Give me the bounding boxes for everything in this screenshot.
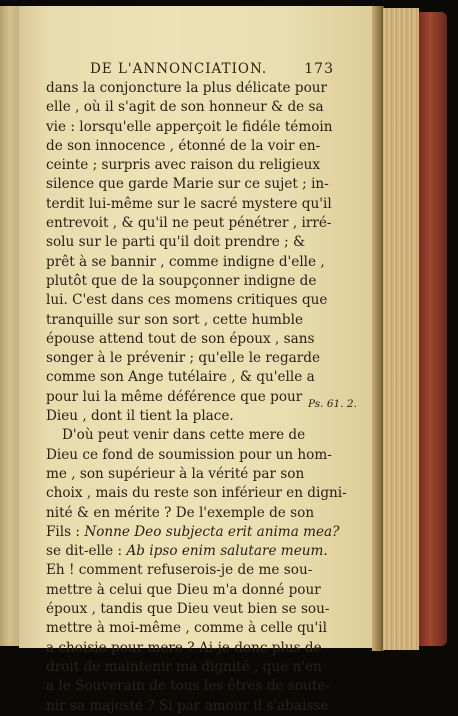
text-line: D'où peut venir dans cette mere de — [62, 427, 306, 444]
page-header — [90, 61, 334, 81]
text-line: Eh ! comment refuserois-je de me sou- — [46, 562, 313, 579]
text-line: Dieu , dont il tient la place. — [46, 408, 234, 425]
text-line: terdit lui-même sur le sacré mystere qu'il — [46, 195, 332, 212]
text-line: songer à le prévenir ; qu'elle le regarde — [46, 350, 321, 367]
text-line: prêt à se bannir , comme indigne d'elle , — [46, 253, 325, 270]
page-number: 173 — [304, 61, 334, 77]
text-line: comme son Ange tutélaire , & qu'elle a — [46, 369, 315, 386]
text-line: de son innocence , étonné de la voir en- — [46, 137, 321, 154]
text-line: silence que garde Marie sur ce sujet ; in- — [46, 176, 329, 193]
text-line: mettre à moi-même , comme à celle qu'il — [46, 620, 327, 637]
text-line: vie : lorsqu'elle apperçoit le fidéle témoin — [46, 118, 333, 135]
text-line: entrevoit , & qu'il ne peut pénétrer , irré- — [46, 215, 332, 232]
paragraph-2 — [46, 426, 347, 715]
margin-note: Ps. 61. 2. — [308, 398, 357, 410]
left-page-edge — [0, 6, 21, 646]
page-stack — [383, 8, 419, 650]
text-line: plutôt que de la soupçonner indigne de — [46, 272, 317, 289]
text-line: solu sur le parti qu'il doit prendre ; & — [46, 234, 306, 251]
text-line: lui. C'est dans ces momens critiques que — [46, 292, 328, 309]
text-line: dans la conjoncture la plus délicate pour — [46, 80, 328, 96]
text-line: mettre à celui que Dieu m'a donné pour — [46, 581, 321, 598]
text-line: époux , tandis que Dieu veut bien se sou- — [46, 601, 330, 618]
text-line: épouse attend tout de son époux , sans — [46, 330, 315, 347]
text-line: droit de maintenir ma dignité , que n'en — [46, 658, 322, 675]
latin-quote: Nonne Deo subjecta erit anima mea? — [84, 523, 340, 540]
latin-quote: Ab ipso enim salutare meum. — [126, 543, 328, 560]
text-line: pour lui la même déférence que pour — [46, 388, 303, 405]
text-line: Dieu ce fond de soumission pour un hom- — [46, 446, 332, 463]
text-line: Fils : Nonne Deo subjecta erit anima mea? — [46, 523, 340, 540]
text-line: elle , où il s'agit de son honneur & de sa — [46, 99, 324, 116]
text-line: nité & en mérite ? De l'exemple de son — [46, 504, 315, 521]
text-line: me , son supérieur à la vérité par son — [46, 465, 305, 482]
text-line: nir sa majesté ? Si par amour il s'abaisse — [46, 697, 329, 714]
text-line: tranquille sur son sort , cette humble — [46, 311, 304, 328]
text-line: a choisie pour mere ? Ai-je donc plus de — [46, 639, 322, 656]
text-line: choix , mais du reste son inférieur en digni- — [46, 485, 347, 502]
text-line: ceinte ; surpris avec raison du religieux — [46, 157, 321, 174]
text-line: a le Souverain de tous les êtres de soute- — [46, 678, 331, 695]
text-line: se dit-elle : Ab ipso enim salutare meum. — [46, 543, 328, 560]
running-head: DE L'ANNONCIATION. — [90, 61, 268, 77]
book-cover — [419, 12, 447, 646]
